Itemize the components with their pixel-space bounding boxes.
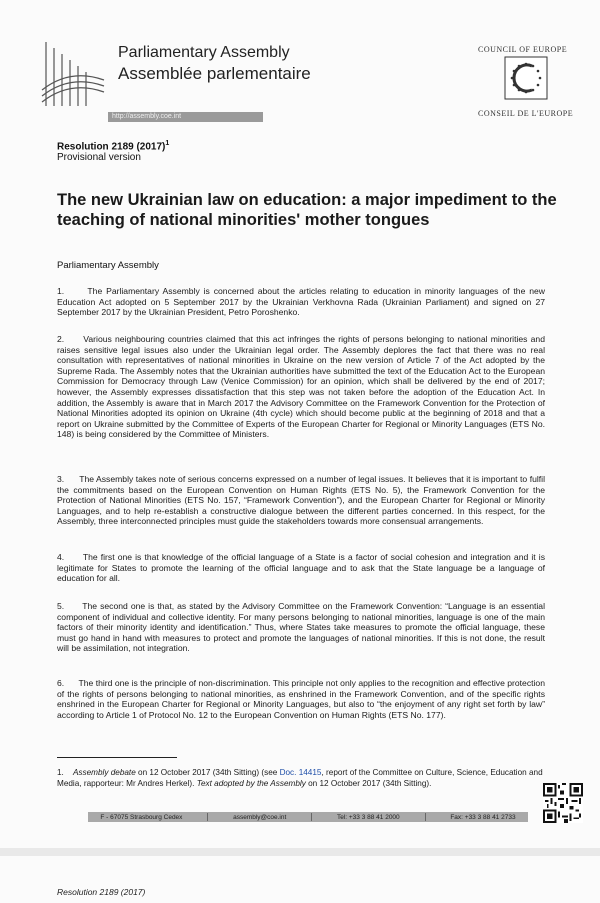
contact-footer [88, 812, 528, 822]
parliamentary-assembly-logo [40, 40, 106, 110]
paragraph-1: 1. The Parliamentary Assembly is concerned about the articles relating to education in minority languages of the new Education Act adopted on 5 September 2017 by the Ukrainian Verkhovna Rada (Ukrainian Parliament) and signed on 27 September 2017 by the Ukrainian President, Petro Poroshenko. [57, 286, 545, 318]
paragraph-3: 3. The Assembly takes note of serious concerns expressed on a number of legal issues. It believes that it is important to fulfil the commitments based on the European Convention on Human Rights (ETS No. 5), the Framework Convention for the Protection of National Minorities (ETS No. 157, “Framework Convention”), and the European Charter for Regional or Minority Languages, and to help re-establish a constructive dialogue between the different parties concerned. In this respect, for the Assembly, three interconnected principles must guide the stakeholders towards more consensual arrangements. [57, 474, 545, 527]
assembly-name-fr: Assemblée parlementaire [118, 64, 311, 83]
assembly-name-en: Parliamentary Assembly [118, 44, 290, 61]
assembly-url[interactable]: http://assembly.coe.int [108, 112, 263, 122]
council-of-europe-logo [504, 56, 548, 100]
footer-tel: Tel: +33 3 88 41 2000 [336, 813, 400, 821]
paragraph-6: 6. The third one is the principle of non-discrimination. This principle not only applies to the recognition and effective protection of the rights of persons belonging to national minorities, as enshrined in the Framework Convention, and of the specific rights enshrined in the European Charter for Regional or Minority Languages, but also to “the enjoyment of any right set forth by law” according to Article 1 of Protocol No. 12 to the European Convention on Human Rights (ETS No. 177). [57, 678, 545, 720]
paragraph-4: 4. The first one is that knowledge of the official language of a State is a factor of social cohesion and integration and it is legitimate for States to promote the learning of the official language and to ask that the State language be a language of education for all. [57, 552, 545, 584]
coe-name-fr: CONSEIL DE L'EUROPE [478, 109, 574, 118]
footer-fax: Fax: +33 3 88 41 2733 [450, 813, 516, 821]
footer-divider [425, 813, 426, 821]
footer-divider [311, 813, 312, 821]
page-2-header: Resolution 2189 (2017) [57, 887, 146, 897]
footnote: 1. Assembly debate on 12 October 2017 (34th Sitting) (see Doc. 14415, report of the Committee on Culture, Science, Education and Media, rapporteur: Mr Andres Herkel). Text adopted by the Assembly on 12 October 2017 (34th Sitting). [57, 768, 543, 788]
footer-divider [207, 813, 208, 821]
footer-address: F - 67075 Strasbourg Cedex [100, 813, 183, 821]
paragraph-5: 5. The second one is that, as stated by the Advisory Committee on the Framework Convention: “Language is an essential component of individual and collective identity. For many persons belonging to national minorities, language is one of the main factors of their minority identity and identification.” Thus, where States take measures to promote the official language, these must go hand in hand with measures to protect and promote the languages of national minorities. If this is not done, the result will be assimilation, not integration. [57, 601, 545, 654]
document-title: The new Ukrainian law on education: a major impediment to the teaching of national minorities' mother tongues [57, 191, 557, 229]
qr-code-icon [543, 783, 583, 823]
doc-link[interactable]: Doc. 14415 [279, 768, 322, 777]
footnote-marker[interactable]: 1 [165, 140, 170, 147]
document-author: Parliamentary Assembly [57, 260, 159, 271]
resolution-label: Resolution 2189 $(2017)^1$ [57, 140, 170, 153]
paragraph-2: 2. Various neighbouring countries claimed that this act infringes the rights of persons belonging to national minorities and raises sensitive legal issues also under the Ukrainian legal order. The Assembly deplores the fact that there was no real consultation with representatives of national minorities in Ukraine on the new version of Article 7 of the Act adopted by the Supreme Rada. The Assembly notes that the Ukrainian authorities have submitted the text of the Education Act to the European Commission for Democracy through Law (Venice Commission) for an opinion, which shall be delivered by the end of 2017; however, the Assembly expresses dissatisfaction that this step was not taken before the adoption of the Education Act. In addition, the Assembly is aware that in March 2017 the Advisory Committee on the Framework Convention for the Protection of National Minorities adopted its opinion on Ukraine (4th cycle) which should become public at the beginning of 2018 and that a report on Ukraine submitted by the Committee of Experts of the European Charter for Regional or Minority Languages (ETS No. 148) is being considered by the Committee of Ministers. [57, 334, 545, 440]
version-status: Provisional version [57, 152, 141, 163]
footer-email[interactable]: assembly@coe.int [233, 813, 287, 821]
footnote-divider [57, 757, 177, 758]
coe-name-en: COUNCIL OF EUROPE [478, 45, 568, 54]
